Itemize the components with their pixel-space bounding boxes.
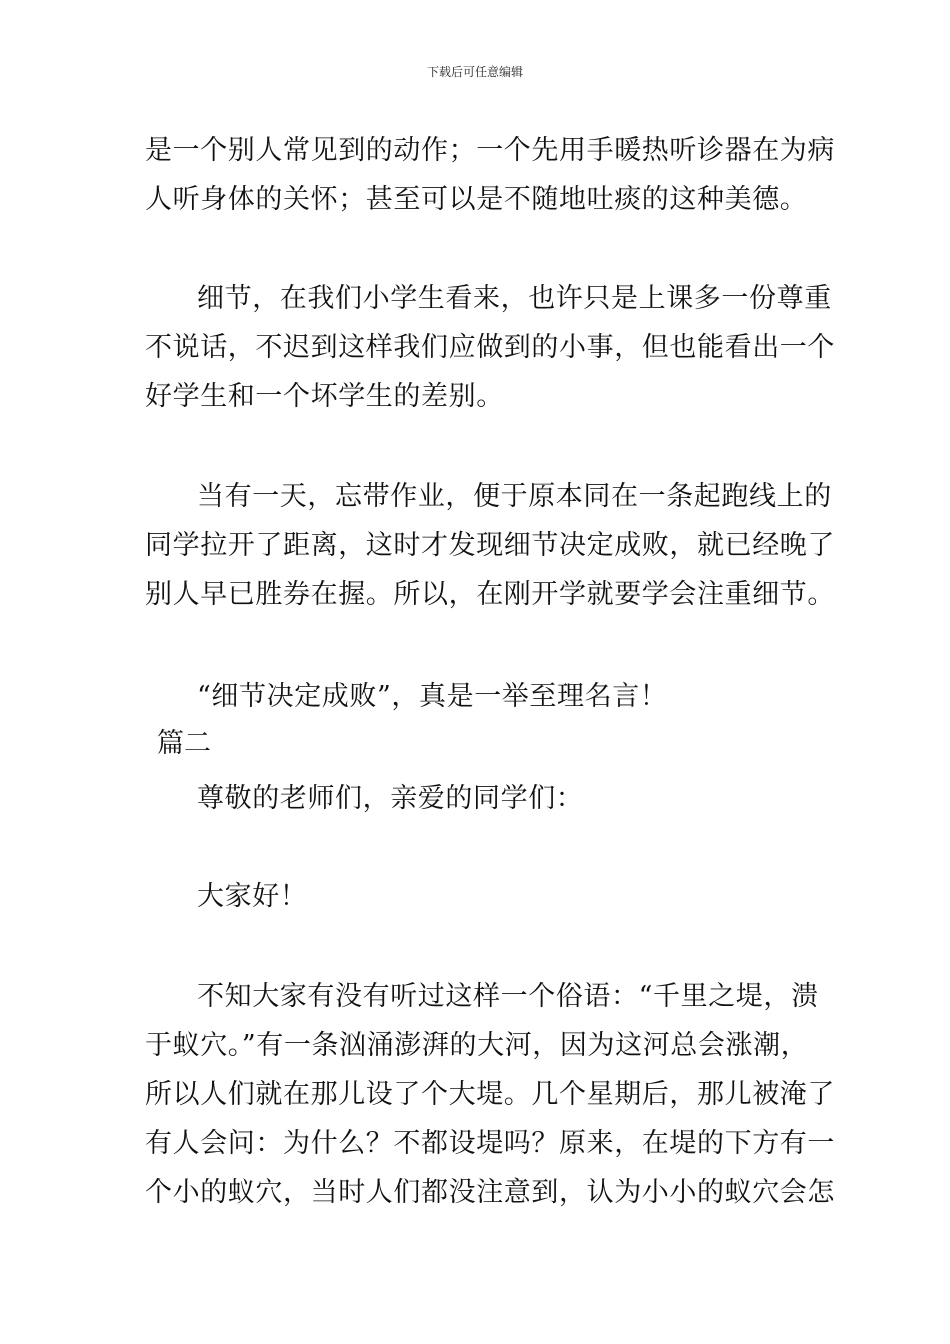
paragraph-line: “细节决定成败”，真是一举至理名言！: [197, 681, 668, 712]
paragraph-1: [145, 126, 835, 224]
paragraph-3: [145, 472, 835, 619]
paragraph-5: [145, 774, 810, 823]
paragraph-6: [145, 872, 810, 921]
paragraph-line: 人听身体的关怀；甚至可以是不随地吐痰的这种美德。: [145, 184, 808, 215]
paragraph-line: 不说话，不迟到这样我们应做到的小事，但也能看出一个: [145, 332, 835, 363]
paragraph-7: [145, 972, 835, 1217]
page-header: 下载后可任意编辑: [426, 65, 523, 79]
paragraph-2: [145, 274, 835, 421]
paragraph-line: 有人会问：为什么？不都设堤吗？原来，在堤的下方有一: [145, 1128, 835, 1159]
paragraph-line: 同学拉开了距离，这时才发现细节决定成败，就已经晚了: [145, 530, 835, 561]
paragraph-line: 细节，在我们小学生看来，也许只是上课多一份尊重: [197, 283, 832, 314]
paragraph-line: 所以人们就在那儿设了个大堤。几个星期后，那儿被淹了: [145, 1079, 835, 1110]
paragraph-4: [145, 672, 810, 721]
paragraph-line: 于蚁穴。”有一条汹涌澎湃的大河，因为这河总会涨潮，: [145, 1030, 809, 1061]
paragraph-line: 是一个别人常见到的动作；一个先用手暖热听诊器在为病: [145, 135, 835, 166]
section-title: 篇二: [157, 728, 211, 759]
paragraph-line: 尊敬的老师们，亲爱的同学们：: [197, 783, 584, 814]
paragraph-line: 别人早已胜券在握。所以，在刚开学就要学会注重细节。: [145, 579, 835, 610]
paragraph-line: 不知大家有没有听过这样一个俗语：“千里之堤，溃: [197, 981, 819, 1012]
paragraph-line: 个小的蚁穴，当时人们都没注意到，认为小小的蚁穴会怎: [145, 1177, 835, 1208]
paragraph-line: 大家好！: [197, 881, 308, 912]
paragraph-line: 当有一天，忘带作业，便于原本同在一条起跑线上的: [197, 481, 832, 512]
paragraph-line: 好学生和一个坏学生的差别。: [145, 381, 504, 412]
